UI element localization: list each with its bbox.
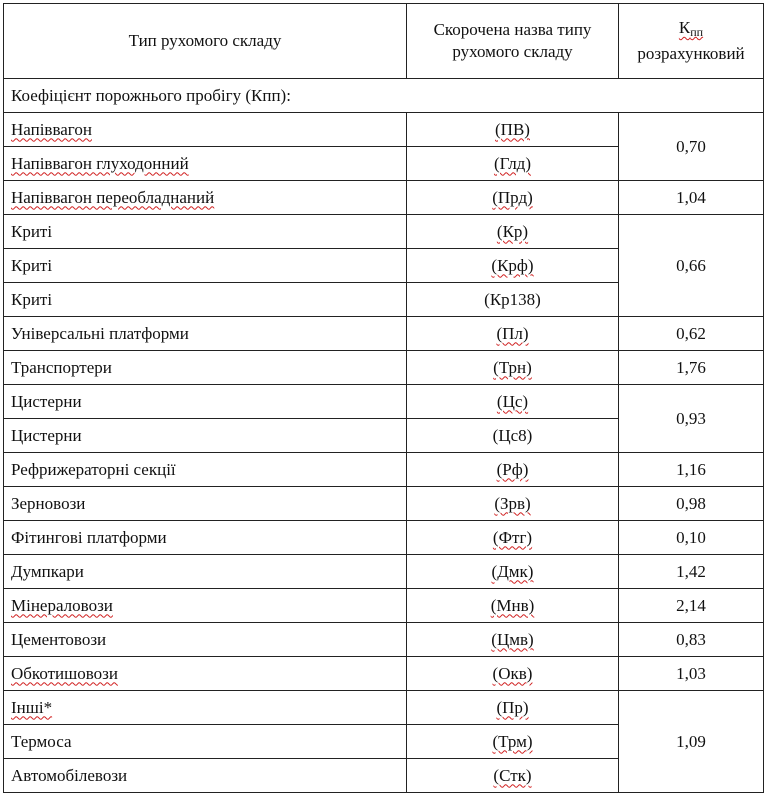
- row-type: Криті: [11, 221, 53, 241]
- row-code: (Цс8): [492, 425, 533, 445]
- row-type: Транспортери: [11, 357, 112, 377]
- row-type: Криті: [11, 289, 53, 309]
- row-type: Думпкари: [11, 561, 84, 581]
- row-coefficient: 1,76: [619, 351, 764, 385]
- row-coefficient: 0,70: [619, 113, 764, 181]
- row-coefficient: 0,98: [619, 487, 764, 521]
- row-coefficient: 0,10: [619, 521, 764, 555]
- row-code: (ПВ): [495, 119, 530, 139]
- header-coefficient: [619, 4, 764, 79]
- row-coefficient: 1,42: [619, 555, 764, 589]
- row-type: Фітингові платформи: [11, 527, 167, 547]
- header-row: [4, 4, 764, 79]
- table-row: [4, 691, 764, 725]
- table-row: [4, 317, 764, 351]
- section-label: Коефіцієнт порожнього пробігу (Кпп):: [4, 79, 764, 113]
- table-row: [4, 385, 764, 419]
- section-row: [4, 79, 764, 113]
- table-row: [4, 351, 764, 385]
- row-coefficient: 0,83: [619, 623, 764, 657]
- row-code: (Пл): [496, 323, 529, 343]
- row-type: Напіввагон переобладнаний: [11, 187, 215, 207]
- table-row: [4, 181, 764, 215]
- row-code: (Кр138): [484, 289, 541, 309]
- row-type: Криті: [11, 255, 53, 275]
- row-type: Рефрижераторні секції: [11, 459, 176, 479]
- row-code: (Дмк): [491, 561, 534, 581]
- row-coefficient: 1,16: [619, 453, 764, 487]
- header-k-symbol: $К_{пп}$: [678, 18, 704, 39]
- row-type: Термоса: [11, 731, 72, 751]
- row-code: (Трн): [493, 357, 532, 377]
- header-k-label: розрахунковий: [637, 44, 745, 63]
- header-type: Тип рухомого складу: [4, 4, 407, 79]
- row-type: Цементовози: [11, 629, 107, 649]
- row-code: (Трм): [492, 731, 533, 751]
- row-code: (Окв): [492, 663, 533, 683]
- row-coefficient: 0,93: [619, 385, 764, 453]
- table-row: [4, 453, 764, 487]
- row-type: Напіввагон: [11, 119, 92, 139]
- row-code: (Цмв): [491, 629, 534, 649]
- row-type: Мінераловози: [11, 595, 113, 615]
- table-row: [4, 113, 764, 147]
- table-row: [4, 521, 764, 555]
- row-type: Зерновози: [11, 493, 86, 513]
- row-coefficient: 0,62: [619, 317, 764, 351]
- row-coefficient: 1,04: [619, 181, 764, 215]
- row-coefficient: 1,03: [619, 657, 764, 691]
- table-row: [4, 589, 764, 623]
- row-type: Напіввагон глуходонний: [11, 153, 189, 173]
- row-type: Універсальні платформи: [11, 323, 189, 343]
- row-type: Цистерни: [11, 425, 82, 445]
- row-coefficient: 1,09: [619, 691, 764, 793]
- row-coefficient: 2,14: [619, 589, 764, 623]
- table-row: [4, 657, 764, 691]
- row-code: (Фтг): [492, 527, 533, 547]
- row-code: (Глд): [493, 153, 531, 173]
- row-code: (Стк): [493, 765, 532, 785]
- row-type: Автомобілевози: [11, 765, 128, 785]
- table-row: [4, 487, 764, 521]
- row-type: Обкотишовози: [11, 663, 118, 683]
- row-code: (Пр): [496, 697, 529, 717]
- row-code: (Крф): [491, 255, 534, 275]
- row-code: (Зрв): [494, 493, 531, 513]
- header-abbreviation: Скорочена назва типу рухомого складу: [407, 4, 619, 79]
- row-code: (Цс): [496, 391, 529, 411]
- row-type: Інші*: [11, 697, 53, 717]
- row-code: (Прд): [492, 187, 533, 207]
- table-row: [4, 215, 764, 249]
- table-row: [4, 555, 764, 589]
- row-coefficient: 0,66: [619, 215, 764, 317]
- table-row: [4, 623, 764, 657]
- row-type: Цистерни: [11, 391, 82, 411]
- rolling-stock-table: [3, 3, 764, 793]
- row-code: (Рф): [496, 459, 529, 479]
- row-code: (Кр): [496, 221, 529, 241]
- row-code: (Мнв): [490, 595, 535, 615]
